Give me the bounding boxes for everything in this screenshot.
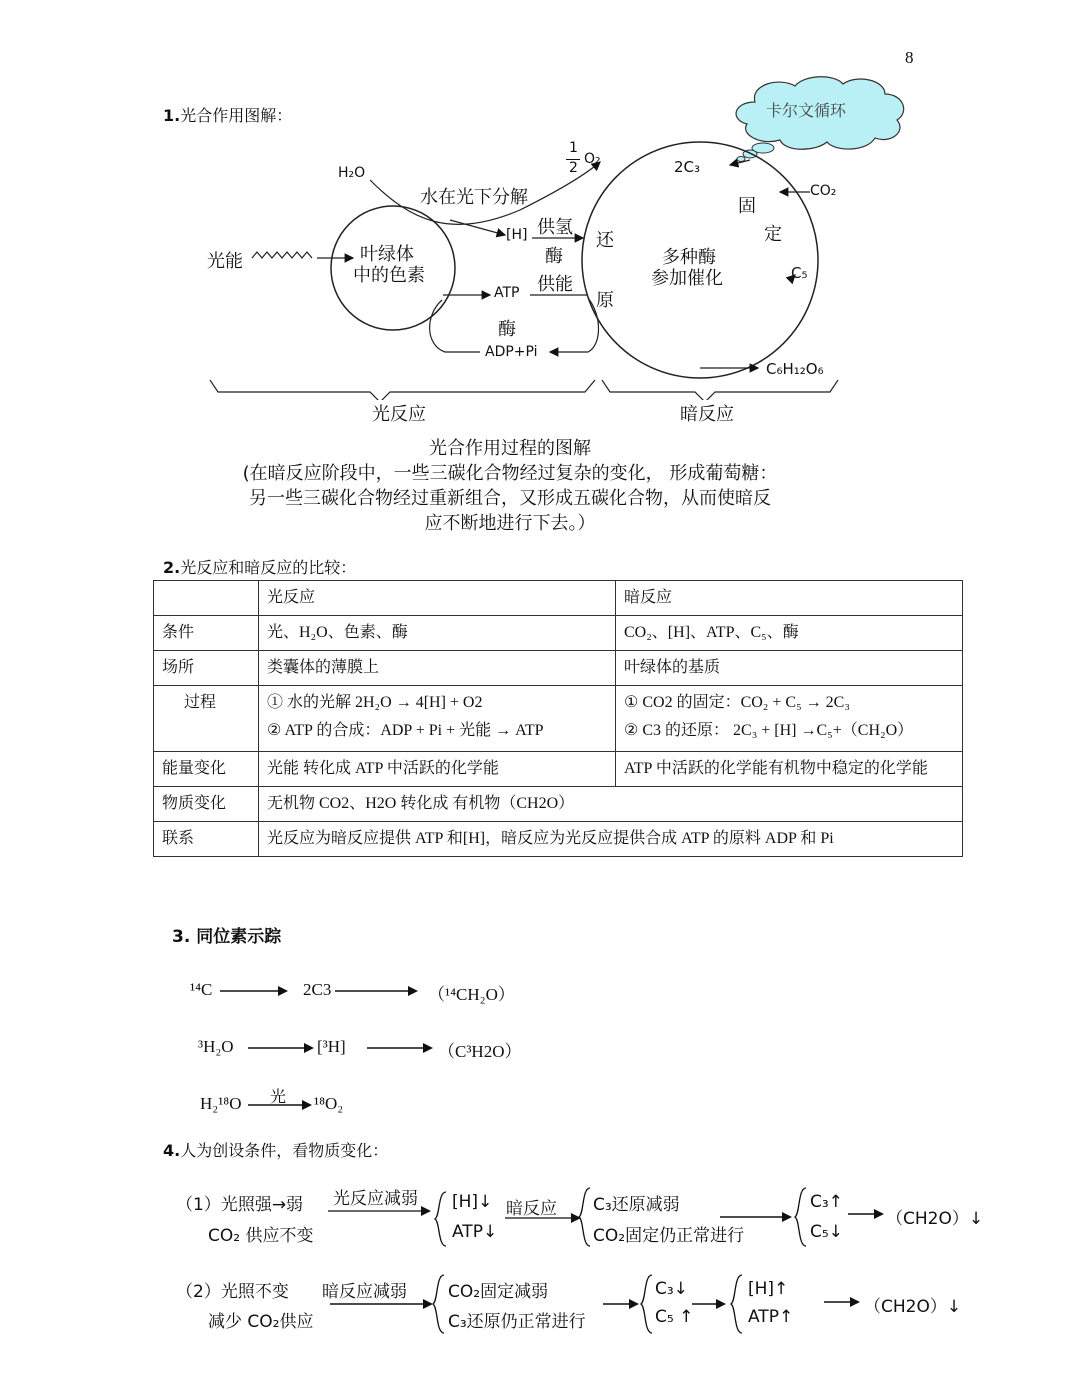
isotope-c3: 2C3 xyxy=(303,980,332,999)
table-header-row xyxy=(154,581,963,616)
enzyme-label-1: 酶 xyxy=(545,246,563,267)
row-label-text: 过程 xyxy=(184,694,217,711)
case2-c5-increase: C₅ ↑ xyxy=(655,1307,694,1327)
table-header-cell xyxy=(154,581,259,616)
row-label: 条件 xyxy=(154,616,259,651)
isotope-o18-end: ¹⁸O₂ xyxy=(314,1094,344,1113)
atp-label: ATP xyxy=(494,285,520,301)
case1-condition-2: CO₂ 供应不变 xyxy=(208,1226,314,1246)
c5-label: C₅ xyxy=(791,264,808,282)
brace-icon xyxy=(640,1273,654,1335)
case1-condition-1: （1）光照强→弱 xyxy=(176,1195,304,1215)
fixation-label-2: 定 xyxy=(764,224,782,245)
isotope-h3-mid: [³H] xyxy=(317,1037,346,1056)
section-2-heading: 光反应和暗反应的比较： xyxy=(180,558,357,577)
enzyme-label-2: 酶 xyxy=(498,319,516,340)
section-3-title: 3. 同位素示踪 xyxy=(172,927,282,947)
calvin-center-line2: 参加催化 xyxy=(651,268,723,289)
light-energy-label: 光能 xyxy=(207,251,243,272)
table-row xyxy=(154,651,963,686)
dark-cell: CO₂、[H]、ATP、C₅、酶 xyxy=(616,616,963,651)
row-label: 物质变化 xyxy=(154,787,259,822)
case2-co2-fixation: CO₂固定减弱 xyxy=(448,1282,549,1302)
table-row xyxy=(154,822,963,857)
table-header-cell: 暗反应 xyxy=(616,581,963,616)
table-header-cell: 光反应 xyxy=(259,581,616,616)
section-4-title xyxy=(163,1138,388,1161)
arrow-icon xyxy=(328,1205,433,1217)
merged-cell: 光反应为暗反应提供 ATP 和[H]，暗反应为光反应提供合成 ATP 的原料 ADP 和 Pi xyxy=(259,822,963,857)
case2-h-increase: [H]↑ xyxy=(748,1279,789,1299)
brace-icon xyxy=(794,1186,808,1248)
caption-line: (在暗反应阶段中，一些三碳化合物经过复杂的变化， 形成葡萄糖： xyxy=(242,463,778,484)
arrow-icon xyxy=(220,984,290,998)
isotope-h3-start: ³H₂O xyxy=(198,1037,234,1056)
oxygen-label: O₂ xyxy=(584,151,601,167)
section-2-title xyxy=(163,555,356,578)
caption-line: 另一些三碳化合物经过重新组合，又形成五碳化合物，从而使暗反 xyxy=(249,488,771,509)
section-4-heading: 人为创设条件，看物质变化： xyxy=(180,1141,389,1160)
reduction-label-1: 还 xyxy=(596,230,614,251)
case1-h-decrease: [H]↓ xyxy=(452,1192,493,1212)
arrow-icon xyxy=(603,1298,641,1310)
case2-c3-decrease: C₃↓ xyxy=(655,1279,688,1299)
case2-result: （CH2O）↓ xyxy=(864,1297,962,1317)
arrow-icon xyxy=(692,1298,728,1310)
process-line: ① 水的光解 2H₂O → 4[H] + O2 xyxy=(267,694,483,711)
supply-energy-label: 供能 xyxy=(537,274,573,295)
process-line: ② ATP 的合成：ADP + Pi + 光能 → ATP xyxy=(267,722,544,739)
merged-cell: 无机物 CO2、H2O 转化成 有机物（CH2O） xyxy=(259,787,963,822)
oxygen-fraction-num: 1 xyxy=(569,140,578,156)
co2-label: CO₂ xyxy=(810,183,837,199)
row-label: 能量变化 xyxy=(154,752,259,787)
diagram-caption xyxy=(190,436,830,536)
brace-icon xyxy=(432,1273,446,1335)
dark-cell xyxy=(616,686,963,752)
section-1-title xyxy=(163,103,292,126)
light-cell: 类囊体的薄膜上 xyxy=(259,651,616,686)
dark-reaction-label: 暗反应 xyxy=(680,404,734,425)
isotope-arrow-label: 光 xyxy=(270,1089,287,1106)
case1-c3-reduction: C₃还原减弱 xyxy=(593,1195,680,1215)
oxygen-fraction-den: 2 xyxy=(569,160,578,176)
arrow-icon xyxy=(824,1296,862,1308)
light-cell xyxy=(259,686,616,752)
hydrogen-label: [H] xyxy=(506,227,528,243)
calvin-cycle-label: 卡尔文循环 xyxy=(766,101,847,120)
section-1-number: 1. xyxy=(163,106,181,125)
row-label xyxy=(154,686,259,752)
arrow-icon xyxy=(330,1298,435,1310)
water-label: H₂O xyxy=(338,165,366,181)
process-line: ① CO2 的固定：CO₂ + C₅ → 2C₃ xyxy=(624,694,850,711)
pigment-label-line1: 叶绿体 xyxy=(360,244,414,265)
glucose-label: C₆H₁₂O₆ xyxy=(766,360,824,378)
arrow-icon xyxy=(248,1098,314,1112)
table-row xyxy=(154,787,963,822)
reduction-label-2: 原 xyxy=(596,290,614,311)
isotope-h3-end: （C³H2O） xyxy=(438,1042,522,1061)
caption-title: 光合作用过程的图解 xyxy=(429,438,591,459)
case1-atp-decrease: ATP↓ xyxy=(452,1222,498,1242)
isotope-c14-start: ¹⁴C xyxy=(190,980,213,999)
arrow-icon xyxy=(848,1208,886,1220)
case2-c3-reduction: C₃还原仍正常进行 xyxy=(448,1312,586,1332)
case1-co2-fixation: CO₂固定仍正常进行 xyxy=(593,1226,745,1246)
supply-hydrogen-label: 供氢 xyxy=(537,217,573,238)
brace-icon xyxy=(578,1186,592,1248)
table-row xyxy=(154,686,963,752)
case1-c3-increase: C₃↑ xyxy=(810,1192,843,1212)
arrow-icon xyxy=(248,1041,318,1055)
c3-label: 2C₃ xyxy=(674,158,701,176)
arrow-icon xyxy=(367,1041,437,1055)
pigment-label-line2: 中的色素 xyxy=(353,265,425,286)
dark-cell: 叶绿体的基质 xyxy=(616,651,963,686)
brace-icon xyxy=(730,1273,744,1335)
calvin-center-line1: 多种酶 xyxy=(662,247,716,268)
brace-icon xyxy=(434,1190,448,1248)
arrow-icon xyxy=(505,1212,583,1224)
case2-condition-1: （2）光照不变 xyxy=(176,1282,289,1302)
section-4-number: 4. xyxy=(163,1141,181,1160)
case1-arrow1-label: 光反应减弱 xyxy=(333,1189,418,1209)
section-2-number: 2. xyxy=(163,558,181,577)
adp-label: ADP+Pi xyxy=(485,344,538,360)
arrow-icon xyxy=(335,984,420,998)
case1-arrow2-label: 暗反应 xyxy=(506,1199,557,1219)
table-row xyxy=(154,616,963,651)
caption-line: 应不断地进行下去。） xyxy=(424,513,596,534)
row-label: 场所 xyxy=(154,651,259,686)
table-row xyxy=(154,752,963,787)
light-cell: 光、H₂O、色素、酶 xyxy=(259,616,616,651)
case1-c5-decrease: C₅↓ xyxy=(810,1222,843,1242)
isotope-o18-start: H₂¹⁸O xyxy=(200,1094,242,1113)
section-1-heading: 光合作用图解： xyxy=(180,106,293,125)
case2-arrow1-label: 暗反应减弱 xyxy=(322,1282,407,1302)
light-reaction-label: 光反应 xyxy=(372,404,426,425)
case1-result: （CH2O）↓ xyxy=(886,1209,984,1229)
dark-cell: ATP 中活跃的化学能有机物中稳定的化学能 xyxy=(616,752,963,787)
process-line: ② C3 的还原： 2C₃ + [H] →C₅+（CH₂O） xyxy=(624,722,914,739)
fixation-label-1: 固 xyxy=(738,196,756,217)
page-number: 8 xyxy=(905,48,914,67)
isotope-c14-end: （¹⁴CH₂O） xyxy=(428,985,515,1004)
arrow-icon xyxy=(720,1211,795,1223)
comparison-table xyxy=(153,580,963,857)
case2-condition-2: 减少 CO₂供应 xyxy=(208,1312,314,1332)
row-label: 联系 xyxy=(154,822,259,857)
water-split-label: 水在光下分解 xyxy=(420,187,528,208)
case2-atp-increase: ATP↑ xyxy=(748,1307,794,1327)
light-cell: 光能 转化成 ATP 中活跃的化学能 xyxy=(259,752,616,787)
